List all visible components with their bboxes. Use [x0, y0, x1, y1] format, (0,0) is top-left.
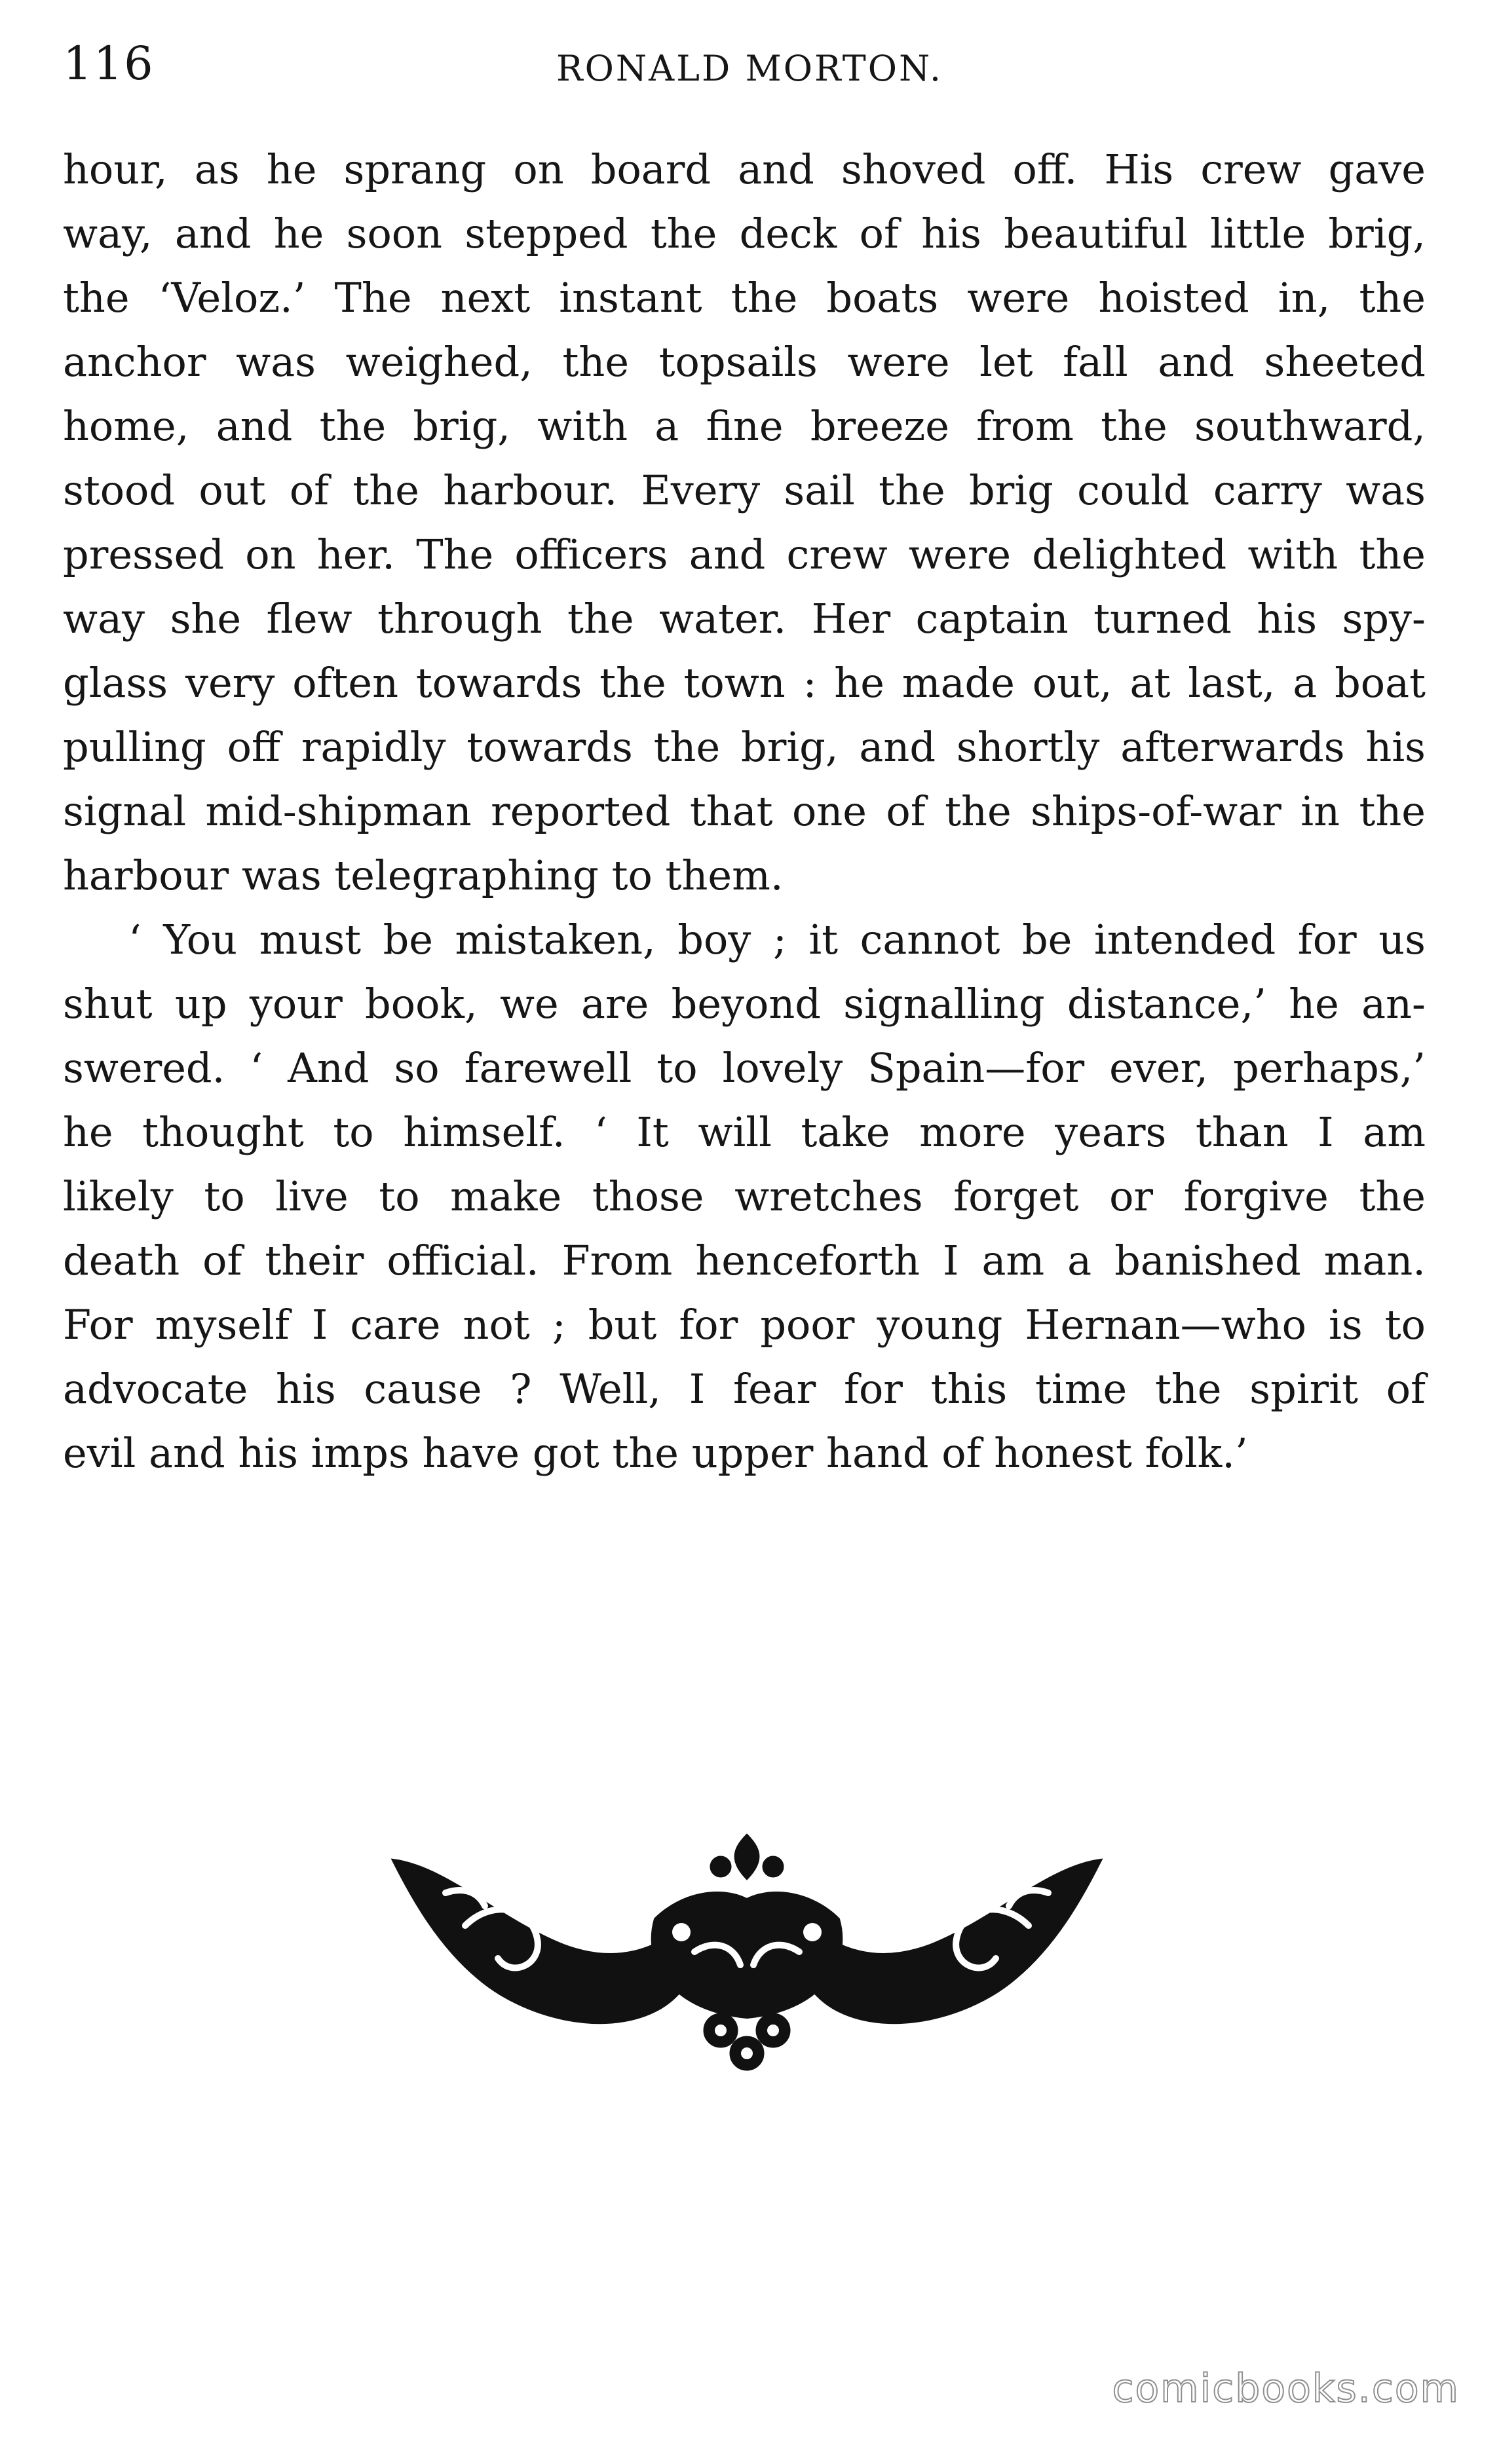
- text-line: anchor was weighed, the topsails were let fall and sheeted: [63, 338, 1426, 386]
- page-number: 116: [63, 37, 155, 90]
- text-line: pressed on her. The officers and crew were delighted with the: [63, 531, 1426, 578]
- text-line: way she flew through the water. Her captain turned his spy-: [63, 595, 1426, 643]
- text-line: shut up your book, we are beyond signalling distance,’ he an-: [63, 980, 1426, 1028]
- text-line: death of their official. From henceforth I am a banished man.: [63, 1237, 1426, 1284]
- running-head: RONALD MORTON.: [556, 48, 943, 89]
- text-line: he thought to himself. ‘ It will take more years than I am: [63, 1108, 1426, 1156]
- text-line: evil and his imps have got the upper hand of honest folk.’: [63, 1429, 1248, 1477]
- dolphin-scroll-ornament-icon: [367, 1821, 1127, 2083]
- watermark: comicbooks.com: [1112, 2366, 1460, 2412]
- text-line: likely to live to make those wretches forget or forgive the: [63, 1172, 1426, 1220]
- text-line: harbour was telegraphing to them.: [63, 851, 784, 899]
- text-line: signal mid-shipman reported that one of the ships-of-war in the: [63, 787, 1426, 835]
- text-line: ‘ You must be mistaken, boy ; it cannot be intended for us: [128, 916, 1426, 963]
- text-line: advocate his cause ? Well, I fear for this time the spirit of: [63, 1365, 1426, 1413]
- text-line: stood out of the harbour. Every sail the brig could carry was: [63, 466, 1426, 514]
- text-line: glass very often towards the town : he made out, at last, a boat: [63, 659, 1426, 707]
- body-text: [63, 138, 1426, 1485]
- text-line: home, and the brig, with a fine breeze from the southward,: [63, 402, 1426, 450]
- paragraph-2: [63, 908, 1426, 1485]
- text-line: the ‘Veloz.’ The next instant the boats were hoisted in, the: [63, 274, 1426, 322]
- text-line: pulling off rapidly towards the brig, and shortly afterwards his: [63, 723, 1426, 771]
- text-line: For myself I care not ; but for poor young Hernan—who is to: [63, 1301, 1426, 1349]
- text-line: swered. ‘ And so farewell to lovely Spain—for ever, perhaps,’: [63, 1044, 1426, 1092]
- paragraph-1: [63, 138, 1426, 908]
- text-line: way, and he soon stepped the deck of his beautiful little brig,: [63, 210, 1426, 257]
- text-line: hour, as he sprang on board and shoved off. His crew gave: [63, 145, 1426, 193]
